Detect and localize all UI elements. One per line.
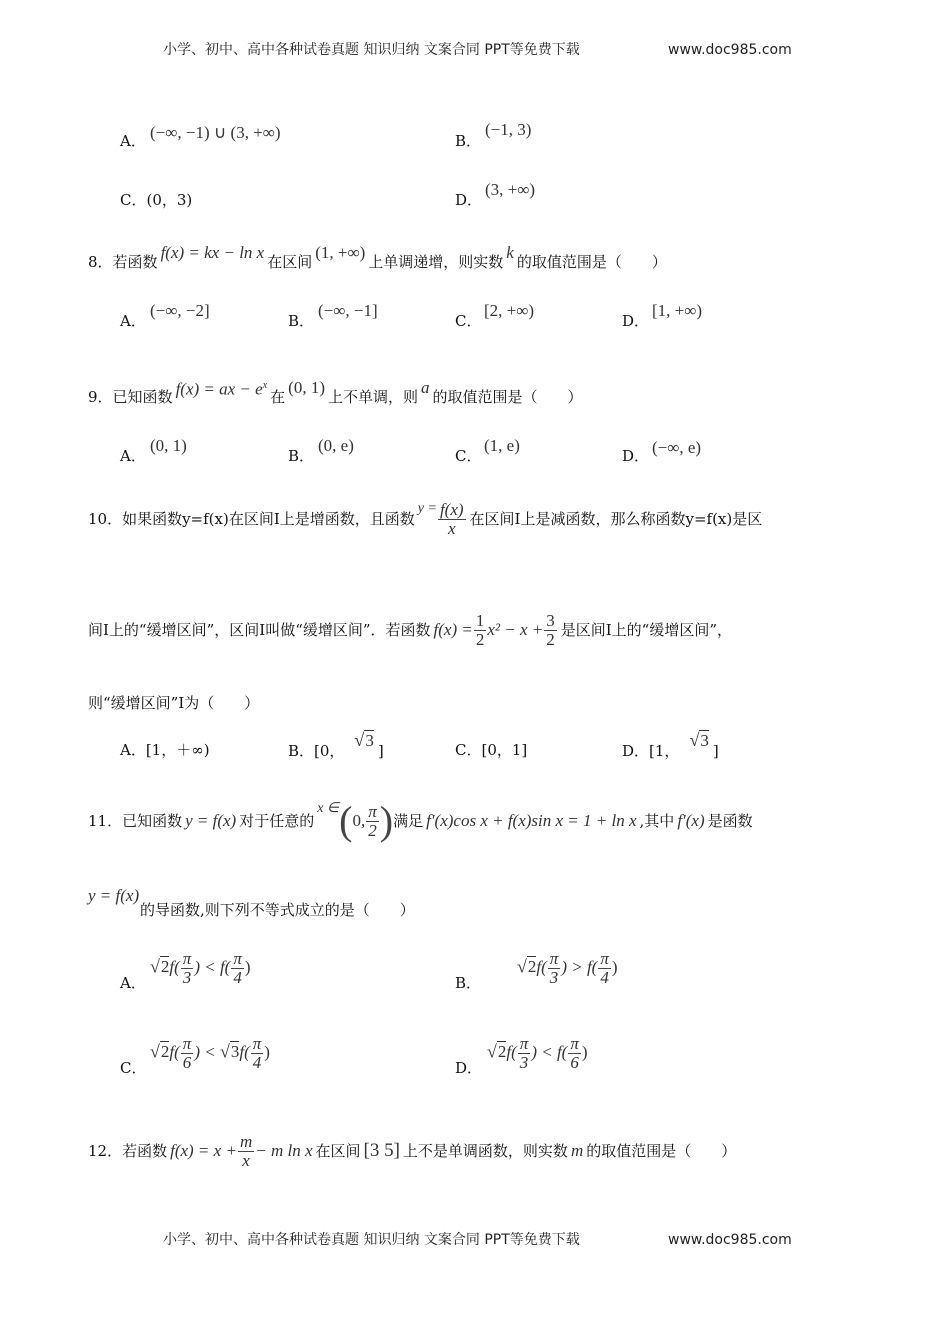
q7-option-b-label: B． [455, 132, 482, 150]
q12-interval: [3 5] [363, 1140, 400, 1161]
q11-b-n1: π [549, 949, 559, 968]
q9-variable: a [421, 378, 430, 397]
q9-number: 9． [88, 388, 113, 406]
q7-option-b-math: (−1, 3) [485, 120, 532, 139]
q10-option-d-label: D．[1， [622, 742, 680, 760]
q11-a-d2: 4 [233, 968, 242, 987]
q10-line-1 [88, 494, 762, 544]
q8-option-a-label: A． [120, 312, 146, 330]
q8-function: f(x) = kx − ln x [160, 243, 265, 262]
q10-denominator: x [447, 518, 456, 538]
q12-f-rest: − m ln x [255, 1141, 313, 1160]
q10-three-den: 2 [546, 629, 555, 649]
q8-option-a-math: (−∞, −2] [150, 301, 210, 320]
q8-text: 若函数 [112, 253, 158, 271]
q11-option-a-math: √2f( $\frac{\pi}{3}$ ) < f( $\frac{\pi}{4}$ ) [150, 949, 251, 987]
q11-d-op: ) < f( [531, 1042, 568, 1062]
q11-option-c-math: √2f( $\frac{\pi}{6}$ ) < √3f( $\frac{\pi}{4}$ ) [150, 1034, 270, 1072]
q11-b-d1: 3 [549, 968, 559, 987]
q11-option-b-math: √2f( $\frac{\pi}{3}$ ) > f( $\frac{\pi}{4}$ ) [517, 949, 618, 987]
q12-text-1: 在区间 [315, 1142, 361, 1160]
q8-text-3: 上单调递增，则实数 [368, 253, 504, 271]
q8-text-2: 在区间 [267, 253, 313, 271]
q11-d-f1: f( [506, 1042, 517, 1062]
q8-text-4: 的取值范围是（ ） [516, 253, 667, 271]
q8-option-c-math: [2, +∞) [484, 301, 535, 320]
q11-number-text: 11．已知函数 [88, 812, 183, 830]
q11-a-end: ) [244, 957, 251, 977]
q10-option-b-close: ] [377, 742, 384, 760]
q10-option-a: A．[1，＋∞) [120, 741, 210, 759]
q10-line-1b: 在区间I上是减函数，那么称函数y=f(x)是区 [469, 510, 763, 528]
q11-option-a-label: A． [120, 974, 146, 992]
q9-exponent: x [262, 380, 268, 392]
q12-text-3: 的取值范围是（ ） [586, 1142, 737, 1160]
q10-line-2 [88, 605, 732, 655]
q9-stem [88, 377, 583, 417]
q12-frac-num: m [239, 1131, 253, 1151]
q10-three-num: 3 [546, 610, 555, 630]
q12-frac-den: x [242, 1150, 250, 1170]
q9-option-c-math: (1, e) [484, 436, 520, 455]
q11-interval-den: 2 [368, 820, 377, 840]
q11-a-op: ) < f( [194, 957, 231, 977]
header-site-link[interactable]: www.doc985.com [668, 42, 792, 58]
q10-option-d-sqrt: √3 [689, 730, 709, 750]
q8-variable: k [506, 243, 514, 262]
q11-a-n1: π [182, 949, 192, 968]
q10-option-b-radicand: 3 [365, 731, 374, 750]
q11-interval-start: 0, [352, 811, 366, 830]
q10-mid: x² − x + [487, 620, 544, 639]
q10-fraction-function [418, 501, 467, 538]
q12-text-2: 上不是单调函数，则实数 [402, 1142, 568, 1160]
q11-text-4: 是函数 [707, 812, 753, 830]
q9-text-4: 的取值范围是（ ） [432, 388, 583, 406]
footer-text: 小学、初中、高中各种试卷真题 知识归纳 文案合同 PPT等免费下载 [163, 1232, 580, 1248]
q11-b-op: ) > f( [561, 957, 598, 977]
q8-option-c-label: C． [455, 312, 482, 330]
q11-b-n2: π [600, 949, 609, 968]
q7-option-a-math: (−∞, −1) ∪ (3, +∞) [150, 123, 281, 142]
q11-b-d2: 4 [600, 968, 609, 987]
q9-interval: (0, 1) [288, 378, 325, 397]
q9-option-a-math: (0, 1) [150, 436, 187, 455]
q9-option-a-label: A． [120, 447, 146, 465]
q11-d-n2: π [570, 1034, 579, 1053]
q9-option-d-label: D． [622, 447, 650, 465]
q9-function [176, 376, 268, 400]
q11-a-d1: 3 [182, 968, 192, 987]
q9-text-2: 在 [270, 388, 286, 406]
q10-function [434, 612, 558, 649]
q12-f-lhs: f(x) = x + [170, 1141, 237, 1160]
q8-option-d-math: [1, +∞) [652, 301, 703, 320]
q10-line-3: 则“缓增区间”I为（ ） [88, 694, 260, 712]
q8-interval: (1, +∞) [315, 243, 366, 262]
q11-c-radicand-2: 3 [230, 1042, 240, 1062]
q9-option-b-math: (0, e) [318, 436, 354, 455]
q11-text-3: ,其中 [639, 812, 675, 830]
q9-option-b-label: B． [288, 447, 315, 465]
q10-option-c: C．[0，1] [455, 741, 528, 759]
q11-a-f1: f( [169, 957, 180, 977]
q11-c-end: ) [264, 1042, 270, 1062]
q10-option-d-radicand: 3 [700, 731, 709, 750]
q11-interval-num: π [368, 801, 377, 821]
q11-d-d1: 3 [519, 1053, 529, 1072]
q8-option-b-math: (−∞, −1] [318, 301, 378, 320]
q11-c-op: ) < [194, 1042, 220, 1062]
q11-option-d-math: √2f( $\frac{\pi}{3}$ ) < f( $\frac{\pi}{6}$ ) [487, 1034, 588, 1072]
q7-option-a-label: A． [120, 132, 146, 150]
q7-option-d-math: (3, +∞) [485, 180, 536, 199]
q11-d-radicand: 2 [497, 1042, 507, 1062]
q10-lhs: y = [417, 501, 437, 516]
q9-option-c-label: C． [455, 447, 482, 465]
q7-option-c: C．(0，3) [120, 191, 193, 209]
q11-c-f2: f( [239, 1042, 250, 1062]
q9-function-body: f(x) = ax − e [175, 379, 263, 399]
q12-function [170, 1133, 312, 1170]
q8-stem [88, 242, 667, 282]
q11-math-y2: y = f(x) [88, 886, 140, 905]
q8-option-d-label: D． [622, 312, 650, 330]
q8-number: 8． [88, 253, 113, 271]
q11-c-f1: f( [169, 1042, 180, 1062]
q8-option-b-label: B． [288, 312, 315, 330]
q12-variable: m [570, 1141, 584, 1160]
q12-stem [88, 1126, 736, 1176]
q11-d-end: ) [581, 1042, 588, 1062]
q10-half-den: 2 [475, 629, 485, 649]
q7-option-d-label: D． [455, 191, 483, 209]
q11-d-n1: π [519, 1034, 529, 1053]
q11-b-f1: f( [536, 957, 547, 977]
q11-derivative: f′(x) [677, 811, 705, 830]
q10-option-d [622, 730, 719, 761]
q11-text-5: 的导函数,则下列不等式成立的是（ ） [140, 901, 415, 919]
q11-b-radicand: 2 [527, 957, 537, 977]
q12-number-text: 12．若函数 [88, 1142, 168, 1160]
q11-math-y: y = f(x) [185, 811, 237, 830]
q10-option-b [288, 730, 384, 761]
q9-option-d-math: (−∞, e) [652, 438, 702, 457]
q10-f-lhs: f(x) = [433, 620, 473, 639]
q11-interval: ( 0, $\frac{\pi}{2}$ ) [339, 798, 394, 843]
q11-d-d2: 6 [570, 1053, 579, 1072]
q10-line-2a: 间I上的“缓增区间”，区间I叫做“缓增区间”．若函数 [88, 621, 431, 639]
q11-c-radicand: 2 [160, 1042, 170, 1062]
header-text: 小学、初中、高中各种试卷真题 知识归纳 文案合同 PPT等免费下载 [163, 42, 580, 58]
q11-c-d1: 6 [182, 1053, 192, 1072]
q10-line-1a: 10．如果函数y=f(x)在区间I上是增函数，且函数 [88, 510, 415, 528]
q10-option-b-sqrt: √3 [354, 730, 374, 750]
q10-option-d-close: ] [712, 742, 719, 760]
q11-equation: f′(x)cos x + f(x)sin x = 1 + ln x [426, 811, 637, 830]
q11-c-d2: 4 [252, 1053, 262, 1072]
q11-line-1 [88, 793, 753, 849]
q11-option-b-label: B． [455, 974, 482, 992]
q11-option-c-label: C． [120, 1059, 147, 1077]
q11-x-in: x ∈ [317, 801, 340, 816]
q11-c-n2: π [252, 1034, 262, 1053]
footer-site-link[interactable]: www.doc985.com [668, 1232, 792, 1248]
q9-text-3: 上不单调，则 [327, 388, 418, 406]
q11-text-1: 对于任意的 [239, 812, 315, 830]
q11-c-n1: π [182, 1034, 192, 1053]
q11-text-2: 满足 [393, 812, 424, 830]
q10-half-num: 1 [475, 610, 485, 630]
q10-option-b-label: B．[0， [288, 742, 345, 760]
q10-line-2b: 是区间I上的“缓增区间”， [560, 621, 732, 639]
q9-text: 已知函数 [112, 388, 173, 406]
q11-a-radicand: 2 [160, 957, 170, 977]
q11-option-d-label: D． [455, 1059, 483, 1077]
q10-numerator: f(x) [439, 499, 464, 519]
q11-b-end: ) [611, 957, 618, 977]
q11-a-n2: π [233, 949, 242, 968]
